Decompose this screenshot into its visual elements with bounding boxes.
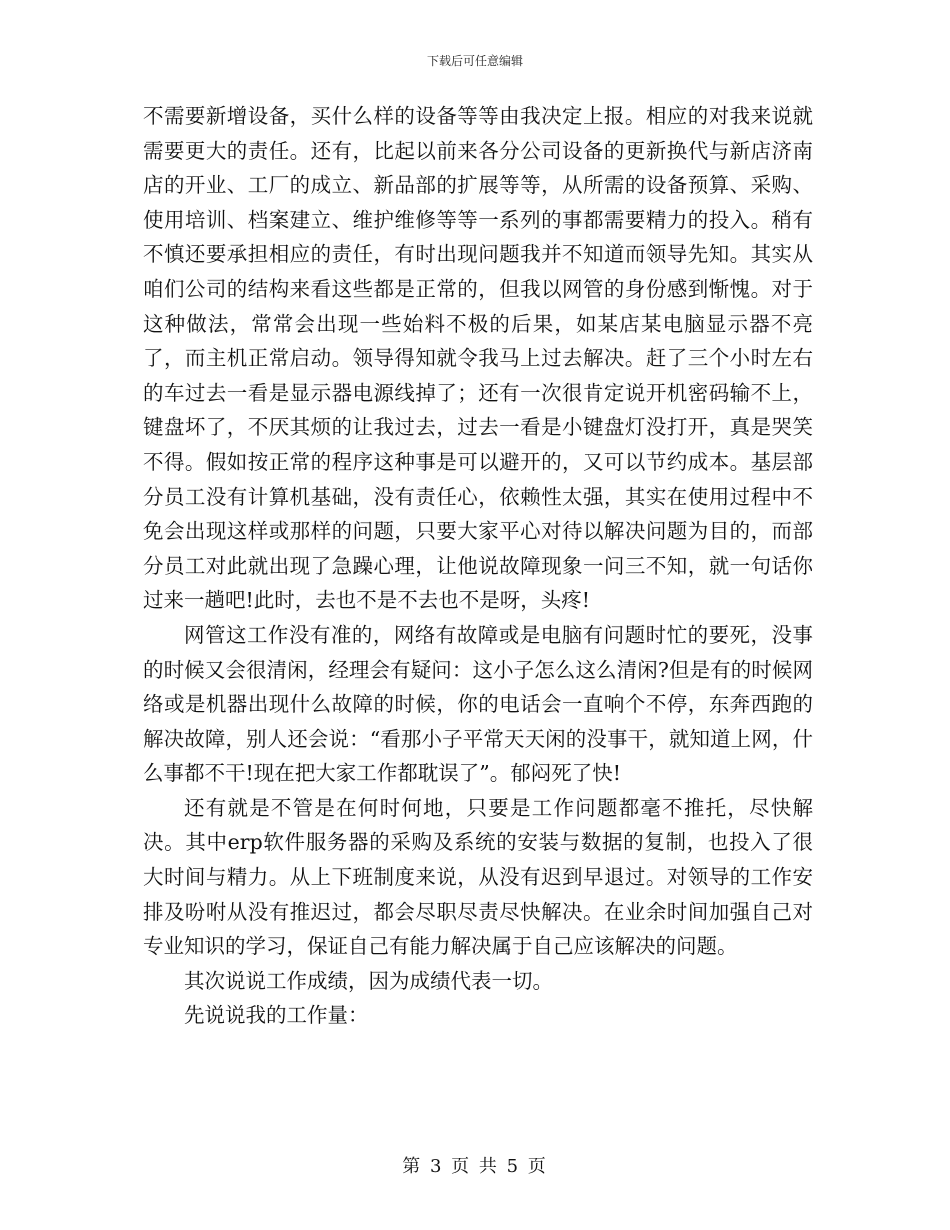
paragraph-1: 不需要新增设备，买什么样的设备等等由我决定上报。相应的对我来说就需要更大的责任。还有，比起以前来各分公司设备的更新换代与新店济南店的开业、工厂的成立、新品部的扩展等等，从所需的设备预算、采购、使用培训、档案建立、维护维修等等一系列的事都需要精力的投入。稍有不慎还要承担相应的责任，有时出现问题我并不知道而领导先知。其实从咱们公司的结构来看这些都是正常的，但我以网管的身份感到惭愧。对于这种做法，常常会出现一些始料不极的后果，如某店某电脑显示器不亮了，而主机正常启动。领导得知就令我马上过去解决。赶了三个小时左右的车过去一看是显示器电源线掉了；还有一次很肯定说开机密码输不上，键盘坏了，不厌其烦的让我过去，过去一看是小键盘灯没打开，真是哭笑不得。假如按正常的程序这种事是可以避开的，又可以节约成本。基层部分员工没有计算机基础，没有责任心，依赖性太强，其实在使用过程中不免会出现这样或那样的问题，只要大家平心对待以解决问题为目的，而部分员工对此就出现了急躁心理，让他说故障现象一问三不知，就一句话你过来一趟吧!此时，去也不是不去也不是呀，头疼! xyxy=(143,104,813,613)
page-footer: 第 3 页 共 5 页 xyxy=(402,1156,548,1177)
page-header: 下载后可任意编辑 xyxy=(426,54,523,68)
paragraph-3: 还有就是不管是在何时何地，只要是工作问题都毫不推托，尽快解决。其中erp软件服务器的采购及系统的安装与数据的复制，也投入了很大时间与精力。从上下班制度来说，从没有迟到早退过。对领导的工作安排及吩咐从没有推迟过，都会尽职尽责尽快解决。在业余时间加强自己对专业知识的学习，保证自己有能力解决属于自己应该解决的问题。 xyxy=(143,795,813,959)
document-body xyxy=(143,99,813,1033)
paragraph-5: 先说说我的工作量： xyxy=(184,1003,369,1028)
paragraph-4: 其次说说工作成绩，因为成绩代表一切。 xyxy=(184,968,553,993)
paragraph-2: 网管这工作没有准的，网络有故障或是电脑有问题时忙的要死，没事的时候又会很清闲，经理会有疑问：这小子怎么这么清闲?但是有的时候网络或是机器出现什么故障的时候，你的电话会一直响个不停，东奔西跑的解决故障，别人还会说：“看那小子平常天天闲的没事干，就知道上网，什么事都不干!现在把大家工作都耽误了”。郁闷死了快! xyxy=(143,622,813,786)
